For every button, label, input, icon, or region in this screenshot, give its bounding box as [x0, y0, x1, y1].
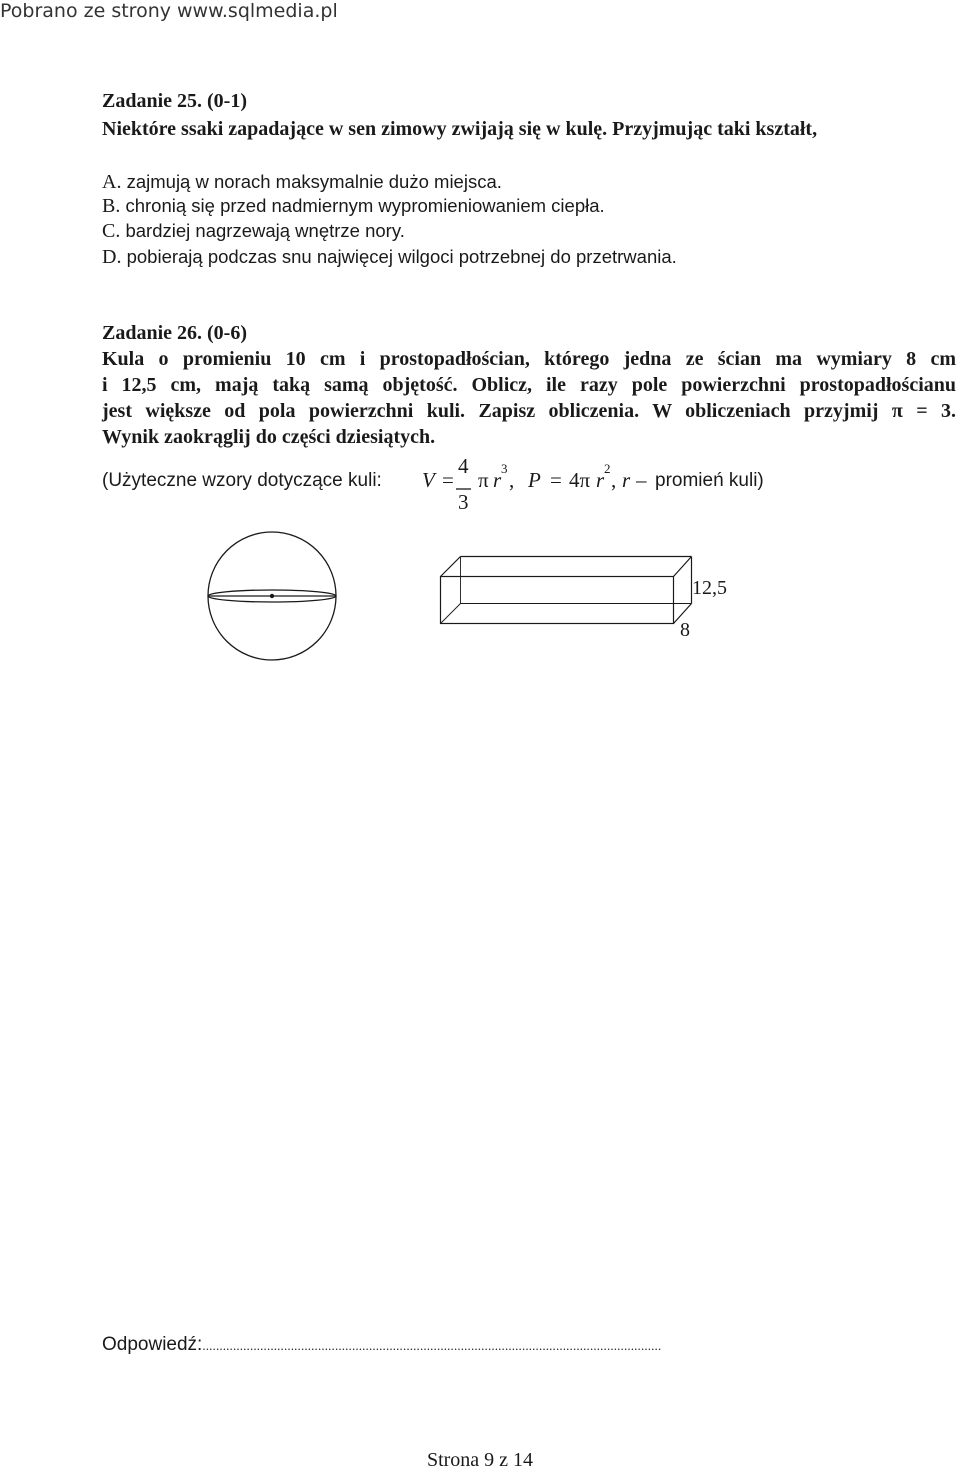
option-letter: B.: [102, 195, 121, 217]
option-letter: D.: [102, 246, 122, 268]
sphere-figure: [205, 529, 339, 663]
formula-equals: =: [442, 468, 454, 492]
formula-area-symbol: P: [528, 468, 541, 492]
task25-option-b: [102, 195, 605, 218]
answer-dots[interactable]: .......................................................................................................................................: [202, 1338, 662, 1353]
task26-line-2: i 12,5 cm, mają taką samą objętość. Oblicz, ile razy pole powierzchni prostopadłościanu: [102, 374, 956, 396]
source-header: Pobrano ze strony www.sqlmedia.pl: [0, 0, 338, 22]
formula-numerator: 4: [458, 454, 469, 478]
task26-line-1: Kula o promieniu 10 cm i prostopadłościan, którego jedna ze ścian ma wymiary 8 cm: [102, 348, 956, 370]
formula-pi: π: [478, 468, 489, 492]
page-number: Strona 9 z 14: [426, 1449, 534, 1471]
task25-option-c: [102, 220, 405, 243]
formula-radius-3: r: [622, 468, 631, 492]
answer-label: Odpowiedź:: [102, 1334, 203, 1355]
formula-exponent-3: 3: [501, 461, 508, 476]
formula-comma: ,: [509, 468, 515, 492]
option-letter: C.: [102, 220, 121, 242]
formula-radius-2: r: [596, 468, 605, 492]
task26-line-4: Wynik zaokrąglij do części dziesiątych.: [102, 426, 436, 448]
formula-volume-symbol: V: [422, 468, 435, 492]
cuboid-figure: [436, 555, 698, 627]
fraction-bar: [456, 488, 472, 490]
formula-prefix: (Użyteczne wzory dotyczące kuli:: [102, 470, 382, 491]
formula-denominator: 3: [458, 490, 469, 514]
task25-option-a: [102, 171, 502, 194]
formula-dash: –: [636, 468, 647, 492]
task26-line-3: jest większe od pola powierzchni kuli. Zapisz obliczenia. W obliczeniach przyjmij π = 3.: [102, 400, 956, 422]
task25-option-d: [102, 246, 677, 269]
task25-title: Zadanie 25. (0-1): [102, 90, 247, 112]
option-letter: A.: [102, 171, 122, 193]
sphere-formulas: [102, 456, 960, 516]
option-text: zajmują w norach maksymalnie dużo miejsca.: [126, 171, 502, 192]
task26-title: Zadanie 26. (0-6): [102, 322, 247, 344]
cuboid-height-label: 8: [680, 619, 690, 641]
option-text: pobierają podczas snu najwięcej wilgoci potrzebnej do przetrwania.: [126, 246, 677, 267]
answer-line: [102, 1334, 661, 1356]
option-text: bardziej nagrzewają wnętrze nory.: [125, 220, 405, 241]
cuboid-depth-label: 12,5: [692, 577, 727, 599]
formula-comma-2: ,: [611, 468, 617, 492]
formula-suffix: promień kuli): [655, 470, 764, 491]
formula-exponent-2: 2: [604, 461, 611, 476]
option-text: chronią się przed nadmiernym wypromieniowaniem ciepła.: [125, 195, 605, 216]
task25-question: Niektóre ssaki zapadające w sen zimowy zwijają się w kulę. Przyjmując taki kształt,: [102, 118, 818, 140]
formula-four-pi: 4π: [569, 468, 591, 492]
formula-radius: r: [493, 468, 502, 492]
formula-equals-2: =: [550, 468, 562, 492]
